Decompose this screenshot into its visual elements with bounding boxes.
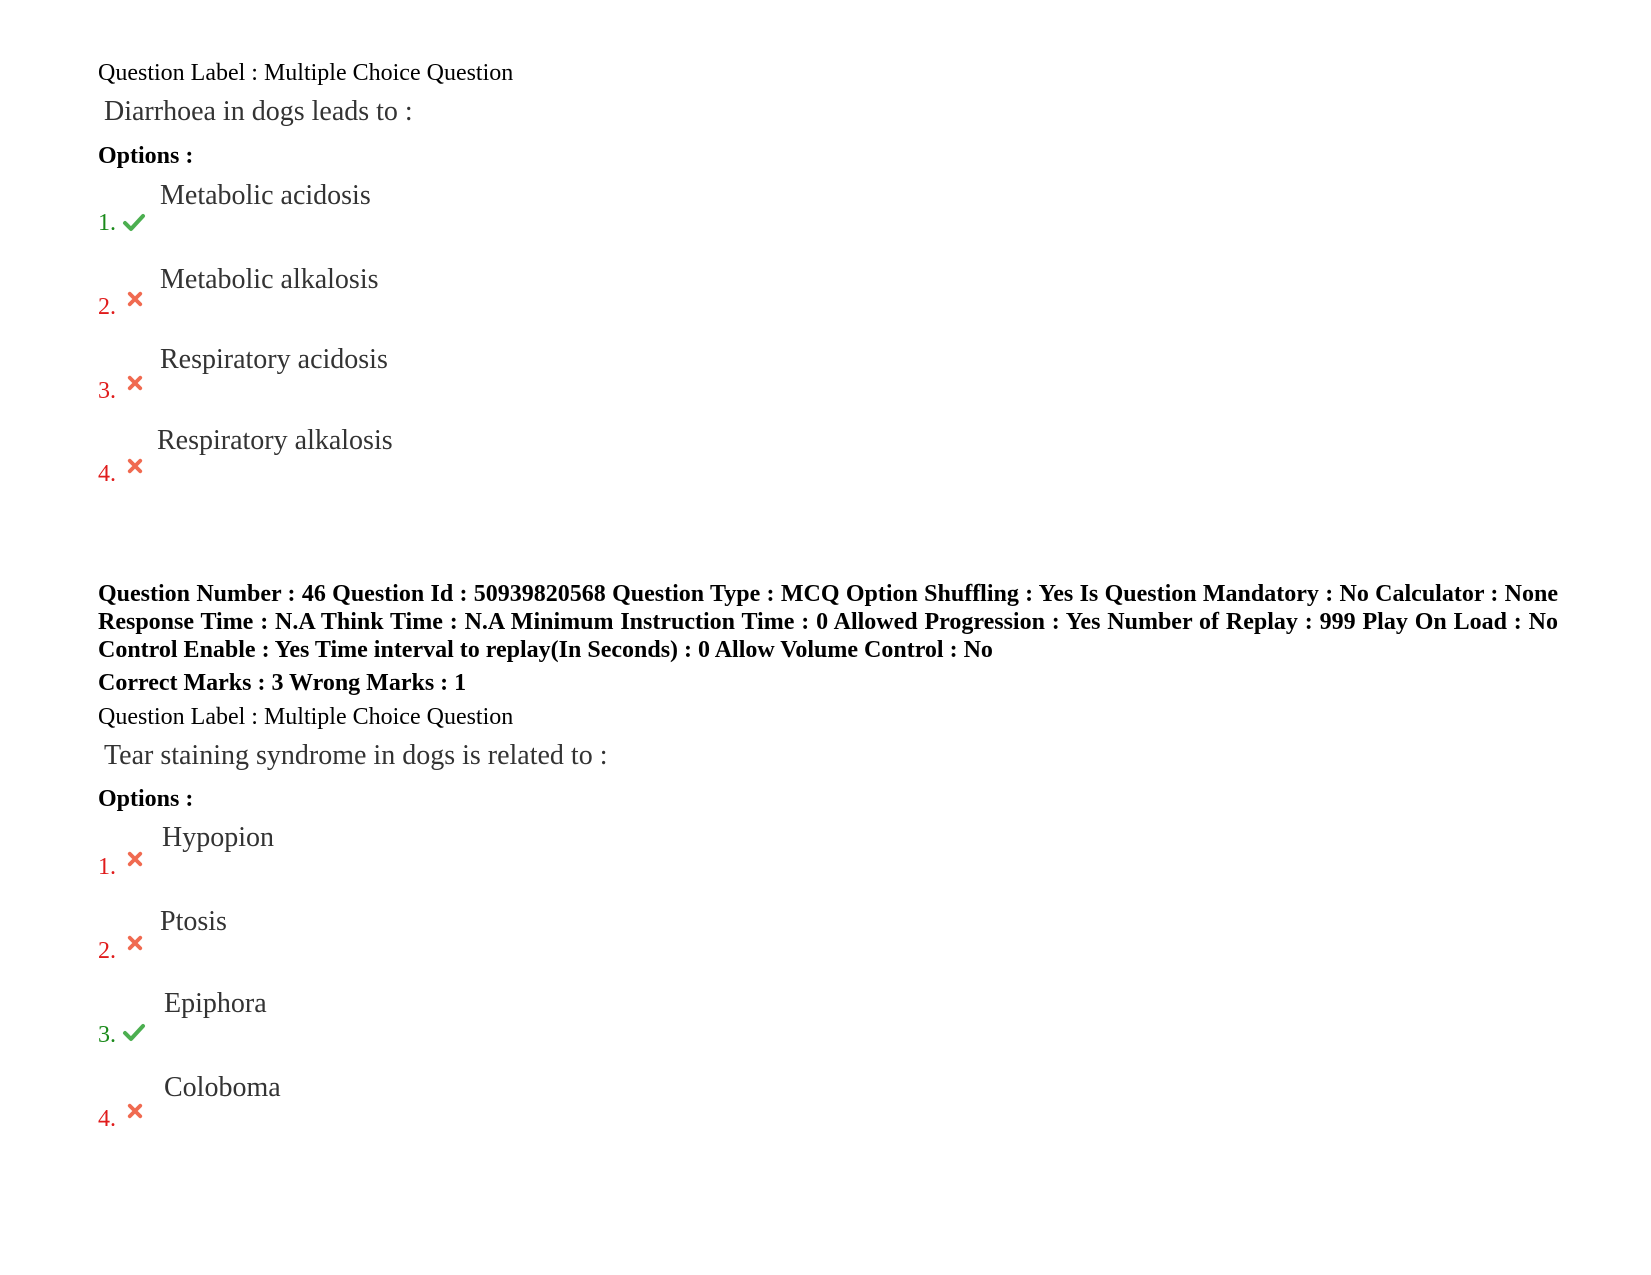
option-item xyxy=(98,425,698,497)
option-text: Metabolic alkalosis xyxy=(160,264,379,295)
option-number: 2. xyxy=(98,938,116,964)
option-item xyxy=(98,988,698,1058)
option-number: 4. xyxy=(98,1106,116,1132)
cross-icon xyxy=(126,1102,144,1120)
option-number: 2. xyxy=(98,294,116,320)
option-text: Metabolic acidosis xyxy=(160,180,371,211)
option-item xyxy=(98,1072,698,1142)
marks-info: Correct Marks : 3 Wrong Marks : 1 xyxy=(98,670,467,696)
option-text: Respiratory acidosis xyxy=(160,344,388,375)
check-icon xyxy=(122,1020,146,1044)
cross-icon xyxy=(126,850,144,868)
option-number: 3. xyxy=(98,1022,116,1048)
question-label: Question Label : Multiple Choice Question xyxy=(98,704,514,730)
cross-icon xyxy=(126,374,144,392)
question-text: Tear staining syndrome in dogs is related to : xyxy=(104,740,608,771)
cross-icon xyxy=(126,457,144,475)
cross-icon xyxy=(126,290,144,308)
cross-icon xyxy=(126,934,144,952)
question-metadata: Question Number : 46 Question Id : 50939820568 Question Type : MCQ Option Shuffling : Yes Is Question Mandatory : No Calculator : None Response Time : N.A Think Time : N.A Minimum Instruction Time : 0 Allowed Progression : Yes Number of Replay : 999 Play On Load : No Control Enable : Yes Time interval to replay(In Seconds) : 0 Allow Volume Control : No xyxy=(98,581,1558,663)
option-item xyxy=(98,264,698,330)
option-text: Ptosis xyxy=(160,906,227,937)
option-item xyxy=(98,180,698,246)
option-text: Coloboma xyxy=(164,1072,281,1103)
options-heading: Options : xyxy=(98,143,194,169)
option-item xyxy=(98,344,698,414)
check-icon xyxy=(122,210,146,234)
option-number: 1. xyxy=(98,854,116,880)
question-text: Diarrhoea in dogs leads to : xyxy=(104,96,413,127)
option-item xyxy=(98,906,698,974)
option-number: 1. xyxy=(98,210,116,236)
option-text: Epiphora xyxy=(164,988,267,1019)
question-label: Question Label : Multiple Choice Question xyxy=(98,60,514,86)
option-text: Hypopion xyxy=(162,822,274,853)
option-number: 3. xyxy=(98,378,116,404)
option-text: Respiratory alkalosis xyxy=(157,425,393,456)
option-item xyxy=(98,822,698,890)
options-heading: Options : xyxy=(98,786,194,812)
option-number: 4. xyxy=(98,461,116,487)
